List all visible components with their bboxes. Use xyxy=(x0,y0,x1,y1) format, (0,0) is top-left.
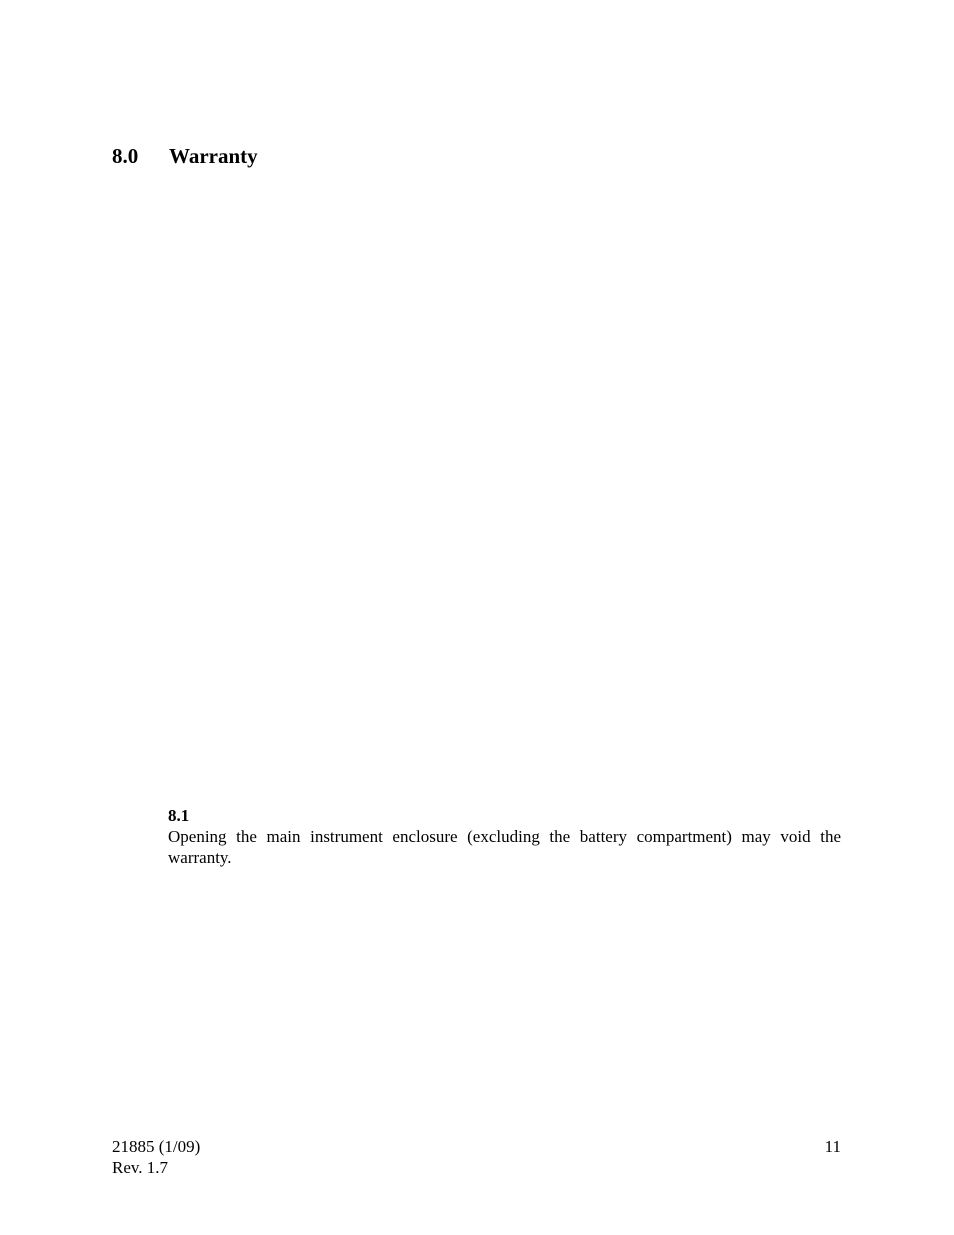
section-number: 8.0 xyxy=(112,144,139,168)
footer-page-number: 11 xyxy=(824,1137,841,1156)
subsection-number: 8.1 xyxy=(168,806,190,825)
section-title: Warranty xyxy=(169,144,258,168)
footer-document-info xyxy=(112,1136,200,1178)
footer-doc-id: 21885 (1/09) xyxy=(112,1137,201,1156)
section-heading xyxy=(112,143,258,169)
footer-revision: Rev. 1.7 xyxy=(112,1158,169,1177)
subsection-8-1 xyxy=(168,805,841,868)
subsection-text: Opening the main instrument enclosure (excluding the battery compartment) may void the warranty. xyxy=(168,827,841,867)
